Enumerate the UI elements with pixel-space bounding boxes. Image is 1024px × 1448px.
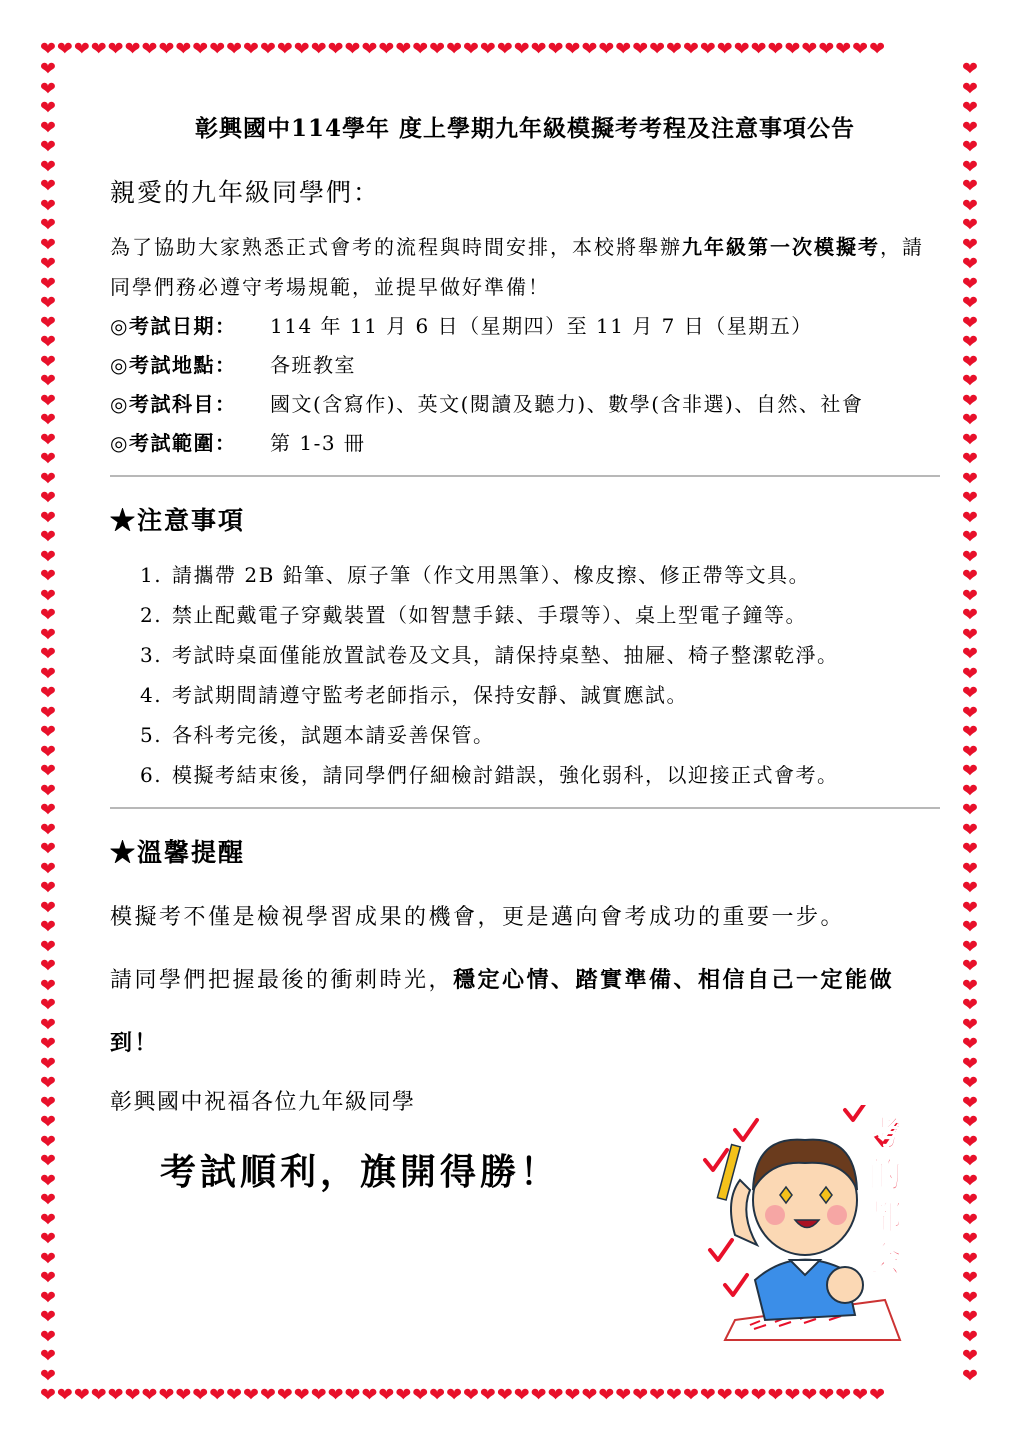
list-item: 1. 請攜帶 2B 鉛筆、原子筆（作文用黑筆）、橡皮擦、修正帶等文具。 [140, 563, 811, 587]
svg-text:考的都会 [867, 1114, 902, 1280]
list-item: 5. 各科考完後，試題本請妥善保管。 [140, 723, 495, 747]
salutation: 親愛的九年級同學們： [110, 178, 381, 207]
intro-text-before: 為了協助大家熟悉正式會考的流程與時間安排，本校將舉辦 [110, 235, 682, 259]
blessing-text: 彰興國中祝福各位九年級同學 [110, 1090, 416, 1115]
info-value: 各班教室 [270, 353, 356, 377]
info-value: 第 1-3 冊 [270, 431, 366, 455]
info-value: 114 年 11 月 6 日（星期四）至 11 月 7 日（星期五） [270, 314, 813, 338]
intro-bold: 九年級第一次模擬考 [682, 235, 880, 259]
reminder-heading: ★溫馨提醒 [110, 838, 246, 867]
heart-border-bottom: ❤❤❤❤❤❤❤❤❤❤❤❤❤❤❤❤❤❤❤❤❤❤❤❤❤❤❤❤❤❤❤❤❤❤❤❤❤❤❤❤❤❤❤❤❤❤❤❤❤❤ [40, 1386, 886, 1406]
heart-border-left: ❤ ❤ ❤ ❤ ❤ ❤ ❤ ❤ ❤ ❤ ❤ ❤ ❤ ❤ ❤ ❤ ❤ ❤ ❤ ❤ ❤ ❤ ❤ ❤ ❤ ❤ ❤ ❤ ❤ ❤ ❤ ❤ ❤ ❤ ❤ ❤ ❤ ❤ ❤ ❤ ❤ ❤ ❤ ❤ ❤ ❤ ❤ ❤ ❤ ❤ ❤ ❤ ❤ ❤ ❤ ❤ ❤ ❤ ❤ ❤ ❤ ❤ ❤ ❤ ❤ ❤ ❤ ❤ [40, 60, 56, 1386]
heart-border-top: ❤❤❤❤❤❤❤❤❤❤❤❤❤❤❤❤❤❤❤❤❤❤❤❤❤❤❤❤❤❤❤❤❤❤❤❤❤❤❤❤❤❤❤❤❤❤❤❤❤❤ [40, 40, 886, 60]
student-exam-sticker-icon [695, 1105, 930, 1345]
list-item: 6. 模擬考結束後，請同學們仔細檢討錯誤，強化弱科，以迎接正式會考。 [140, 763, 839, 787]
divider [110, 807, 940, 809]
page-title: 彰興國中114學年 度上學期九年級模擬考考程及注意事項公告 [194, 115, 856, 142]
intro-paragraph [110, 227, 940, 307]
info-row-location [110, 346, 940, 385]
info-row-date [110, 307, 940, 346]
sticker-char: 会 [868, 1240, 902, 1280]
info-label: ◎考試科目： [110, 392, 237, 416]
list-item: 2. 禁止配戴電子穿戴裝置（如智慧手錶、手環等）、桌上型電子鐘等。 [140, 603, 807, 627]
sticker-char: 都 [868, 1198, 902, 1238]
notes-list [110, 555, 940, 795]
info-row-subjects [110, 385, 940, 424]
info-label: ◎考試日期： [110, 314, 237, 338]
divider [110, 475, 940, 477]
sticker-char: 考 [868, 1114, 902, 1154]
reminder-line-2: 請同學們把握最後的衝刺時光，穩定心情、踏實準備、相信自己一定能做到！ [110, 967, 895, 1056]
info-row-scope [110, 424, 940, 463]
heart-border-right: ❤ ❤ ❤ ❤ ❤ ❤ ❤ ❤ ❤ ❤ ❤ ❤ ❤ ❤ ❤ ❤ ❤ ❤ ❤ ❤ ❤ ❤ ❤ ❤ ❤ ❤ ❤ ❤ ❤ ❤ ❤ ❤ ❤ ❤ ❤ ❤ ❤ ❤ ❤ ❤ ❤ ❤ ❤ ❤ ❤ ❤ ❤ ❤ ❤ ❤ ❤ ❤ ❤ ❤ ❤ ❤ ❤ ❤ ❤ ❤ ❤ ❤ ❤ ❤ ❤ ❤ ❤ ❤ [962, 60, 978, 1386]
info-value: 國文(含寫作)、英文(閱讀及聽力)、數學(含非選)、自然、社會 [270, 392, 864, 416]
notes-heading: ★注意事項 [110, 506, 246, 535]
sticker-char: 的 [868, 1156, 902, 1196]
info-label: ◎考試地點： [110, 353, 237, 377]
reminder-line-1: 模擬考不僅是檢視學習成果的機會，更是邁向會考成功的重要一步。 [110, 905, 846, 930]
cheer-text: 考試順利，旗開得勝！ [160, 1151, 561, 1193]
list-item: 4. 考試期間請遵守監考老師指示，保持安靜、誠實應試。 [140, 683, 688, 707]
reminder-body [110, 887, 940, 1075]
intro-text-after: ，請同學們務必遵守考場規範，並提早做好準備！ [110, 235, 924, 299]
exam-info [110, 307, 940, 463]
list-item: 3. 考試時桌面僅能放置試卷及文具，請保持桌墊、抽屜、椅子整潔乾淨。 [140, 643, 839, 667]
info-label: ◎考試範圍： [110, 431, 237, 455]
announcement-page [110, 110, 940, 1195]
